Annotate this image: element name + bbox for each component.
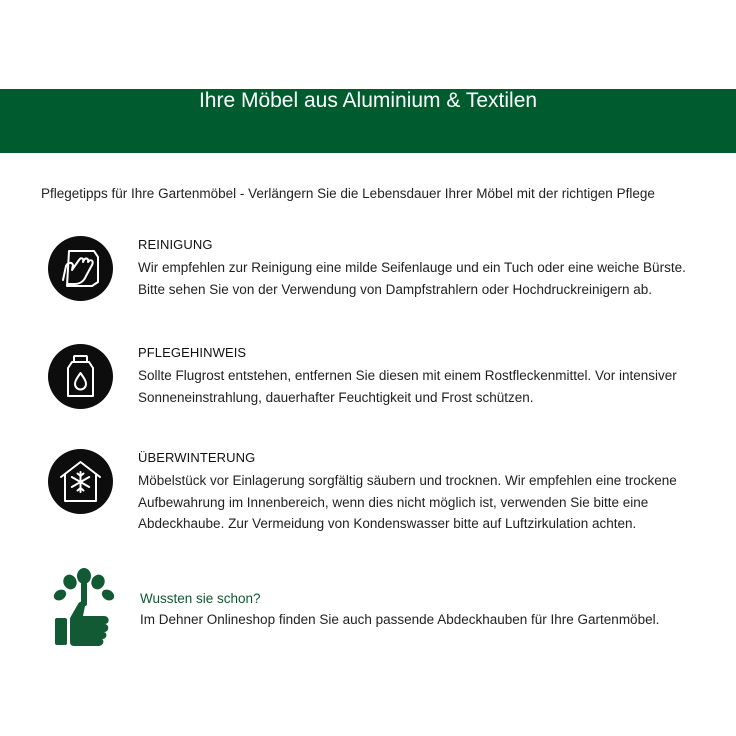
item-body (138, 257, 728, 300)
item-body (138, 365, 728, 408)
bottle-icon (48, 344, 113, 409)
house-snowflake-icon (48, 449, 113, 514)
item-line: Bitte sehen Sie von der Verwendung von Dampfstrahlern oder Hochdruckreinigern ab. (138, 281, 653, 297)
item-line: Sollte Flugrost entstehen, entfernen Sie diesen mit einem Rostfleckenmittel. Vor intensiver (138, 368, 677, 383)
item-line: Wir empfehlen zur Reinigung eine milde Seifenlauge und ein Tuch oder eine weiche Bürste. (138, 260, 686, 275)
page-title: Ihre Möbel aus Aluminium & Textilen (198, 89, 538, 112)
header-banner (0, 89, 736, 153)
item-title: PFLEGEHINWEIS (138, 345, 247, 360)
tip-title: Wussten sie schon? (140, 591, 261, 606)
item-title: ÜBERWINTERUNG (138, 450, 256, 465)
tip-body: Im Dehner Onlineshop finden Sie auch passende Abdeckhauben für Ihre Gartenmöbel. (140, 612, 660, 627)
item-line: Möbelstück vor Einlagerung sorgfältig säubern und trocknen. Wir empfehlen eine trockene (138, 473, 677, 488)
item-line: Abdeckhaube. Zur Vermeidung von Kondenswasser bitte auf Luftzirkulation achten. (138, 516, 637, 531)
item-body (138, 470, 728, 535)
item-line: Sonneneinstrahlung, dauerhafter Feuchtigkeit und Frost schützen. (138, 389, 534, 405)
item-line: Aufbewahrung im Innenbereich, wenn dies nicht möglich ist, verwenden Sie bitte eine (138, 494, 649, 510)
cleaning-cloth-icon (48, 236, 113, 301)
thumbs-up-leaves-icon (48, 566, 120, 653)
item-title: REINIGUNG (138, 237, 213, 252)
intro-text: Pflegetipps für Ihre Gartenmöbel - Verlängern Sie die Lebensdauer Ihrer Möbel mit der richtigen Pflege (41, 186, 655, 201)
